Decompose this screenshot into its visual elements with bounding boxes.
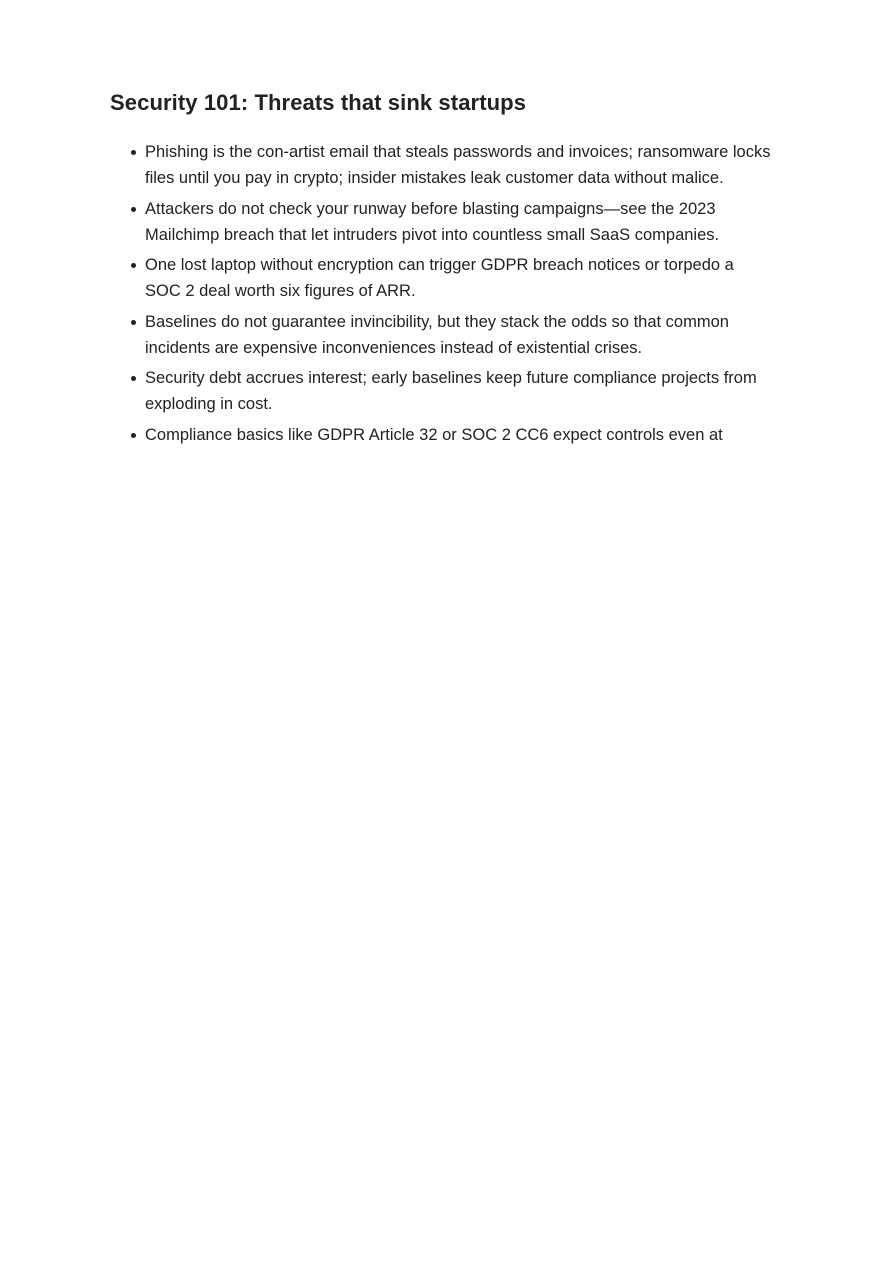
document-content <box>110 86 780 452</box>
list-item <box>145 365 773 417</box>
bullet-dot-icon <box>131 433 136 438</box>
list-item-text: Attackers do not check your runway before blasting campaigns—see the 2023 Mailchimp breach that let intruders pivot into countless small SaaS companies. <box>145 199 720 244</box>
list-item-text: Baselines do not guarantee invincibility, but they stack the odds so that common incidents are expensive inconveniences instead of existential crises. <box>145 312 729 357</box>
list-item-text: Compliance basics like GDPR Article 32 or SOC 2 CC6 expect controls even at <box>145 425 723 444</box>
list-item-text: Phishing is the con-artist email that steals passwords and invoices; ransomware locks files until you pay in crypto; insider mistakes leak customer data without malice. <box>145 143 771 187</box>
bullet-dot-icon <box>131 207 136 212</box>
list-item <box>145 252 773 304</box>
list-item-text: Security debt accrues interest; early baselines keep future compliance projects from exploding in cost. <box>145 369 757 413</box>
bullet-dot-icon <box>131 320 136 325</box>
bullet-dot-icon <box>131 150 136 155</box>
bullet-dot-icon <box>131 376 136 381</box>
list-item-text: One lost laptop without encryption can trigger GDPR breach notices or torpedo a SOC 2 deal worth six figures of ARR. <box>145 256 734 300</box>
list-item <box>145 422 773 448</box>
section-heading: Security 101: Threats that sink startups <box>110 90 527 115</box>
list-item <box>145 309 773 361</box>
list-item <box>145 139 773 191</box>
bullet-list <box>110 139 780 448</box>
bullet-dot-icon <box>131 263 136 268</box>
list-item <box>145 196 773 248</box>
